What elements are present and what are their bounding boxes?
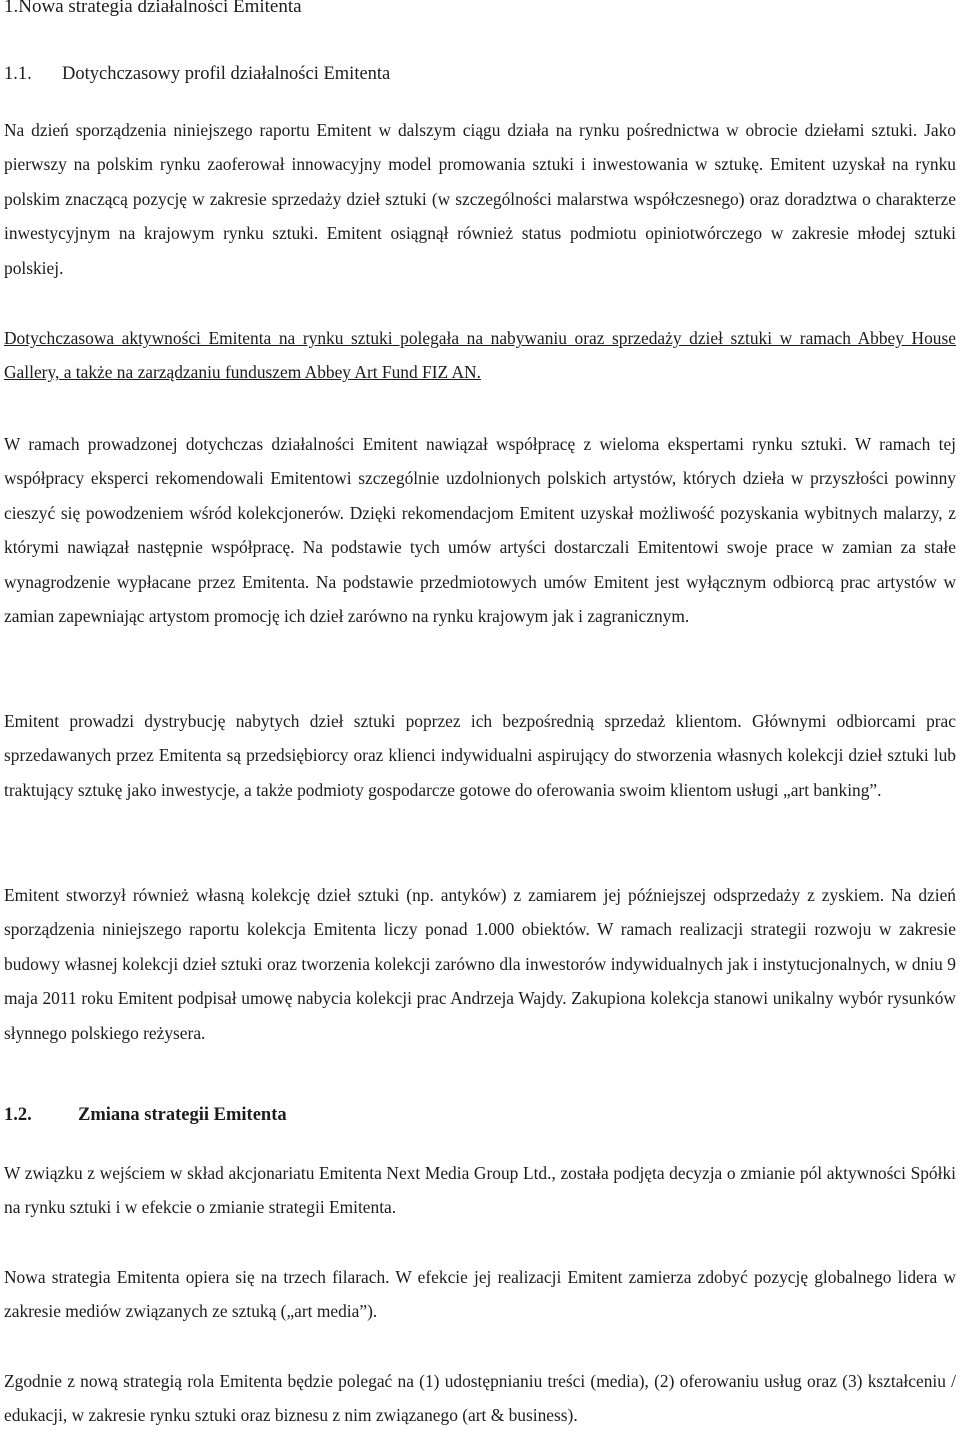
paragraph-current-activity: Na dzień sporządzenia niniejszego raportu Emitent w dalszym ciągu działa na rynku pośrednictwa w obrocie dziełami sztuki. Jako pierwszy na polskim rynku zaoferował innowacyjny model promowania sztuki i inwestowania w sztukę. Emitent uzyskał na rynku polskim znaczącą pozycję w zakresie sprzedaży dzieł sztuki (w szczególności malarstwa współczesnego) oraz doradztwa o charakterze inwestycyjnym na krajowym rynku sztuki. Emitent osiągnął również status podmiotu opiniotwórczego w zakresie młodej sztuki polskiej. bbox=[4, 120, 956, 278]
section-heading-1-1 bbox=[4, 64, 390, 85]
paragraph-role: Zgodnie z nową strategią rola Emitenta będzie polegać na (1) udostępnianiu treści (media), (2) oferowaniu usług oraz (3) kształceniu / edukacji, w zakresie rynku sztuki oraz biznesu z nim związanego (art & business). bbox=[4, 1371, 956, 1426]
paragraph-strategy-change: W związku z wejściem w skład akcjonariatu Emitenta Next Media Group Ltd., została podjęta decyzja o zmianie pól aktywności Spółki na rynku sztuki i w efekcie o zmianie strategii Emitenta. bbox=[4, 1163, 956, 1218]
section-number: 1.1. bbox=[4, 64, 32, 84]
paragraph-own-collection: Emitent stworzył również własną kolekcję dzieł sztuki (np. antyków) z zamiarem jej późniejszej odsprzedaży z zyskiem. Na dzień sporządzenia niniejszego raportu kolekcja Emitenta liczy ponad 1.000 obiektów. W ramach realizacji strategii rozwoju w zakresie budowy własnej kolekcji dzieł sztuki oraz tworzenia kolekcji zarówno dla inwestorów indywidualnych jak i instytucjonalnych, w dniu 9 maja 2011 roku Emitent podpisał umowę nabycia kolekcji prac Andrzeja Wajdy. Zakupiona kolekcja stanowi unikalny wybór rysunków słynnego polskiego reżysera. bbox=[4, 885, 956, 1043]
paragraph-cooperation: W ramach prowadzonej dotychczas działalności Emitent nawiązał współpracę z wieloma ekspertami rynku sztuki. W ramach tej współpracy eksperci rekomendowali Emitentowi szczególnie uzdolnionych polskich artystów, których dzieła w przyszłości powinny cieszyć się powodzeniem wśród kolekcjonerów. Dzięki rekomendacjom Emitent uzyskał możliwość pozyskania wybitnych malarzy, z którymi nawiązał następnie współpracę. Na podstawie tych umów artyści dostarczali Emitentowi swoje prace w zamian za stałe wynagrodzenie wypłacane przez Emitenta. Na podstawie przedmiotowych umów Emitent jest wyłącznym odbiorcą prac artystów w zamian zapewniając artystom promocję ich dzieł zarówno na rynku krajowym jak i zagranicznym. bbox=[4, 434, 956, 627]
section-heading-1-2 bbox=[4, 1105, 287, 1126]
section-title: Dotychczasowy profil działalności Emitenta bbox=[62, 64, 391, 84]
section-title: Zmiana strategii Emitenta bbox=[78, 1105, 287, 1125]
chapter-heading: 1.Nowa strategia działalności Emitenta bbox=[4, 0, 302, 17]
paragraph-previous-activity: Dotychczasowa aktywności Emitenta na rynku sztuki polegała na nabywaniu oraz sprzedaży dzieł sztuki w ramach Abbey House Gallery, a także na zarządzaniu funduszem Abbey Art Fund FIZ AN. bbox=[4, 328, 956, 383]
paragraph-new-strategy: Nowa strategia Emitenta opiera się na trzech filarach. W efekcie jej realizacji Emitent zamierza zdobyć pozycję globalnego lidera w zakresie mediów związanych ze sztuką („art media”). bbox=[4, 1267, 956, 1322]
paragraph-distribution: Emitent prowadzi dystrybucję nabytych dzieł sztuki poprzez ich bezpośrednią sprzedaż klientom. Głównymi odbiorcami prac sprzedawanych przez Emitenta są przedsiębiorcy oraz klienci indywidualni aspirujący do stworzenia własnych kolekcji dzieł sztuki lub traktujący sztukę jako inwestycje, a także podmioty gospodarcze gotowe do oferowania swoim klientom usługi „art banking”. bbox=[4, 711, 956, 800]
section-number: 1.2. bbox=[4, 1105, 32, 1125]
